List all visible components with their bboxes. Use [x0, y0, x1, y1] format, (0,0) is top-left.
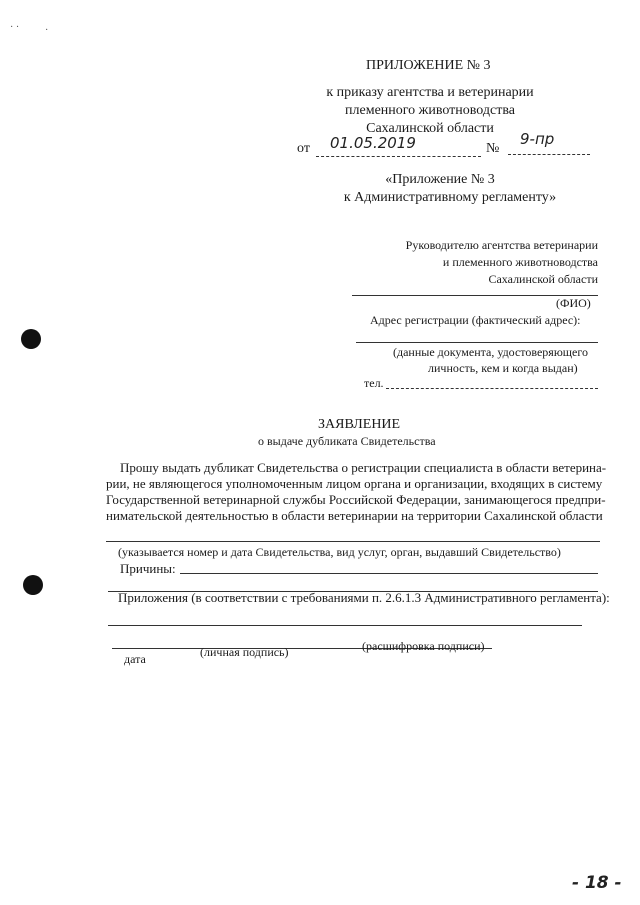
number-label: №: [486, 141, 500, 156]
phone-line: [386, 388, 598, 389]
body-line-4: нимательской деятельностью в области ветеринарии на территории Сахалинской области: [106, 508, 603, 523]
doc-label-line-2: личность, кем и когда выдан): [428, 361, 578, 375]
subheader-line-1: «Приложение № 3: [385, 172, 495, 187]
addressee-line-2: и племенного животноводства: [442, 255, 598, 269]
page-number: - 18 -: [572, 873, 622, 893]
body-line-3: Государственной ветеринарной службы Российской Федерации, занимающегося предпри-: [106, 492, 606, 507]
decode-label: (расшифровка подписи): [362, 639, 485, 653]
statement-subtitle: о выдаче дубликата Свидетельства: [258, 434, 436, 448]
number-handwritten: 9-пр: [520, 130, 555, 148]
punch-hole-top: [21, 329, 41, 349]
certificate-hint: (указывается номер и дата Свидетельства, вид услуг, орган, выдавший Свидетельство): [118, 545, 561, 559]
address-line: [356, 342, 598, 343]
statement-title: ЗАЯВЛЕНИЕ: [318, 417, 401, 432]
certificate-line: [106, 541, 600, 542]
date-label: дата: [124, 652, 146, 666]
phone-label: тел.: [364, 376, 384, 390]
reasons-label: Причины:: [120, 561, 176, 576]
appendix-title: ПРИЛОЖЕНИЕ № 3: [366, 58, 491, 73]
scan-speck: ·: [45, 25, 49, 36]
date-line: [316, 156, 481, 157]
order-line-3: Сахалинской области: [366, 121, 494, 136]
body-line-2: рии, не являющегося уполномоченным лицом органа и организации, входящих в систему: [106, 476, 603, 491]
body-line-1: Прошу выдать дубликат Свидетельства о регистрации специалиста в области ветерина-: [120, 460, 607, 475]
order-line-1: к приказу агентства и ветеринарии: [326, 85, 534, 100]
from-label: от: [297, 141, 310, 156]
scan-specks: · ·: [10, 22, 20, 33]
address-label: Адрес регистрации (фактический адрес):: [370, 313, 581, 327]
date-handwritten: 01.05.2019: [330, 134, 416, 152]
number-line: [508, 154, 590, 155]
fio-label: (ФИО): [556, 296, 591, 310]
addressee-line-1: Руководителю агентства ветеринарии: [405, 238, 598, 252]
punch-hole-bottom: [23, 575, 43, 595]
attachments-label: Приложения (в соответствии с требованиями п. 2.6.1.3 Административного регламента):: [118, 590, 610, 605]
subheader-line-2: к Административному регламенту»: [343, 190, 557, 205]
doc-label-line-1: (данные документа, удостоверяющего: [393, 345, 588, 359]
signature-label: (личная подпись): [200, 645, 289, 659]
order-line-2: племенного животноводства: [345, 103, 515, 118]
attachments-line: [108, 625, 582, 626]
reasons-line-1: [180, 573, 598, 574]
addressee-line-3: Сахалинской области: [488, 272, 598, 286]
